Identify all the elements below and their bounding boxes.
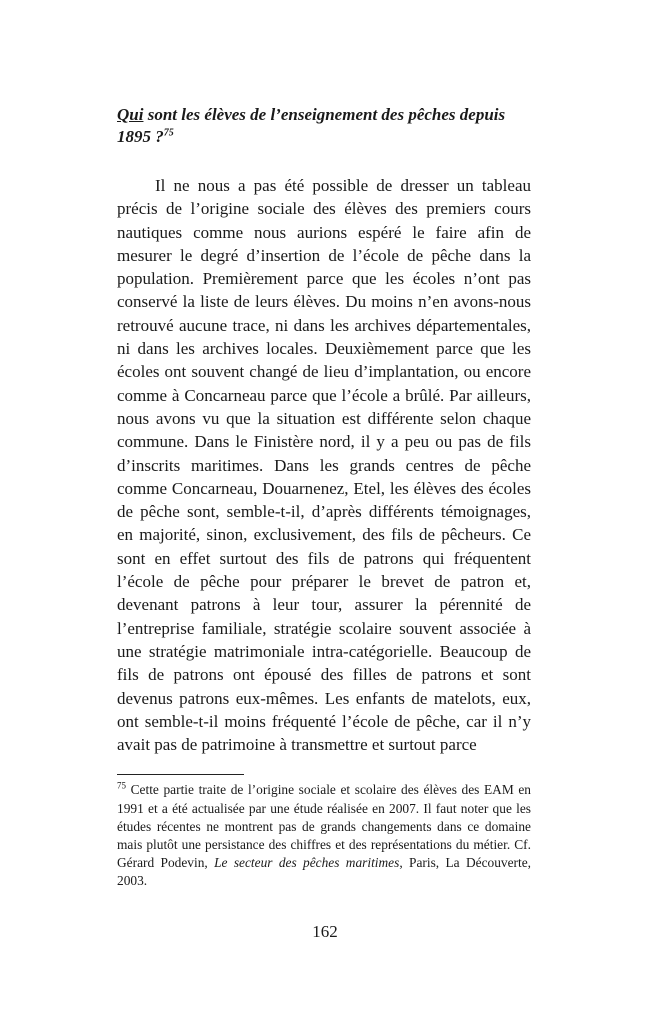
heading-text: sont les élèves de l’enseignement des pêches depuis 1895 ?	[117, 105, 506, 146]
body-paragraph: Il ne nous a pas été possible de dresser un tableau précis de l’origine sociale des élèves des premiers cours nautiques comme nous aurions espéré le faire afin de mesurer le degré d’insertion de l’école de pêche dans la population. Premièrement parce que les écoles n’ont pas conservé la liste de leurs élèves. Du moins n’en avons-nous retrouvé aucune trace, ni dans les archives départementales, ni dans les archives locales. Deuxièmement parce que les écoles ont souvent changé de lieu d’implantation, ou encore comme à Concarneau parce que l’école a brûlé. Par ailleurs, nous avons vu que la situation est différente selon chaque commune. Dans le Finistère nord, il y a peu ou pas de fils d’inscrits maritimes. Dans les grands centres de pêche comme Concarneau, Douarnenez, Etel, les élèves des écoles de pêche sont, semble-t-il, d’après différents témoignages, en majorité, sinon, exclusivement, des fils de pêcheurs. Ce sont en effet surtout des fils de patrons qui fréquentent l’école de pêche pour préparer le brevet de patron et, devenant patrons à leur tour, assurer la pérennité de l’entreprise familiale, stratégie scolaire souvent associée à une stratégie matrimoniale intra-catégorielle. Beaucoup de fils de patrons ont épousé des filles de patrons et sont devenus patrons eux-mêmes. Les enfants de matelots, eux, ont semble-t-il moins fréquenté l’école de pêche, car il n’y avait pas de patrimoine à transmettre et surtout parce	[117, 176, 531, 755]
heading-underlined-word: Qui	[117, 105, 144, 124]
page-number: 162	[312, 922, 338, 941]
heading-footnote-ref[interactable]: 75	[163, 127, 174, 139]
section-heading	[117, 104, 531, 148]
footnote-publisher: , Paris, La Découverte, 2003.	[117, 855, 532, 889]
footnote-book-title: Le secteur des pêches maritimes	[214, 855, 400, 871]
footnote-text: Cette partie traite de l’origine sociale et scolaire des élèves des EAM en 1991 et a été actualisée par une étude réalisée en 2007. Il faut noter que les études récentes ne montrent pas de grands changements dans ce domaine mais plutôt une persistance des chiffres et des représentations du métier. Cf. Gérard Podevin,	[117, 782, 531, 871]
footnote-number: 75	[117, 780, 126, 791]
page-body	[117, 104, 531, 891]
footnote-separator	[117, 774, 244, 775]
footnote	[117, 781, 531, 890]
